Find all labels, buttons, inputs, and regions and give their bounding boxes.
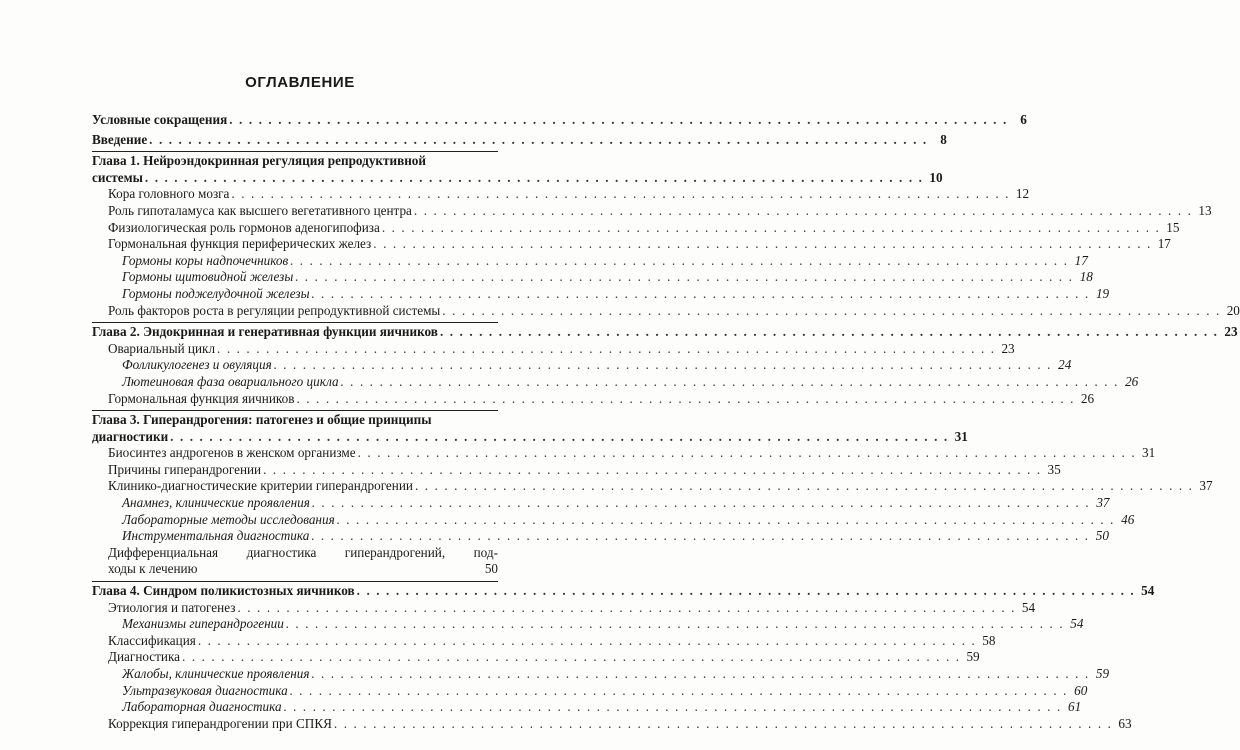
toc-entry-page: 46 [1121, 511, 1135, 527]
toc-entry-page: 26 [1080, 390, 1095, 406]
toc-subentry[interactable]: Инструментальная диагностика . . . . . . . . . . . . . . . . . . . . . . . . . . . . . . . . . . . . . . . . . . . . . . . . . . . . . . . . . . . . . . . . . . . . . . . . . . . . . . . . 50 [122, 528, 1109, 544]
toc-entry-page: 63 [1118, 715, 1132, 731]
toc-entry-title: Овариальный цикл [108, 340, 216, 356]
toc-entry-page: 20 [1226, 302, 1240, 318]
toc-entry[interactable] [92, 545, 498, 578]
toc-entry-page: 50 [1095, 528, 1109, 544]
toc-entry[interactable]: Причины гиперандрогении . . . . . . . . . . . . . . . . . . . . . . . . . . . . . . . . . . . . . . . . . . . . . . . . . . . . . . . . . . . . . . . . . . . . . . . . . . . . . . . . 35 [108, 461, 1061, 477]
toc-entry[interactable]: Гормональная функция яичников . . . . . . . . . . . . . . . . . . . . . . . . . . . . . . . . . . . . . . . . . . . . . . . . . . . . . . . . . . . . . . . . . . . . . . . . . . . . . . . . 26 [108, 390, 1095, 406]
toc-chapter-title-line: Глава 3. Гиперандрогения: патогенез и общие принципы [92, 412, 432, 428]
toc-entry-page: 26 [1125, 373, 1139, 389]
toc-entry-title: Клинико-диагностические критерии гиперандрогении [108, 478, 413, 494]
toc-entry[interactable]: Этиология и патогенез . . . . . . . . . . . . . . . . . . . . . . . . . . . . . . . . . . . . . . . . . . . . . . . . . . . . . . . . . . . . . . . . . . . . . . . . . . . . . . . . 54 [108, 599, 1036, 615]
toc-entry-title: диагностики [92, 428, 169, 444]
toc-entry-title: Фолликулогенез и овуляция [122, 357, 272, 373]
toc-entry-title: Биосинтез андрогенов в женском организме [108, 445, 356, 461]
toc-subentry[interactable]: Гормоны щитовидной железы . . . . . . . . . . . . . . . . . . . . . . . . . . . . . . . . . . . . . . . . . . . . . . . . . . . . . . . . . . . . . . . . . . . . . . . . . . . . . . . . 18 [122, 269, 1093, 285]
toc-entry-title: Глава 2. Эндокринная и генеративная функции яичников [92, 324, 438, 340]
toc-chapter-3[interactable]: Глава 3. Гиперандрогения: патогенез и общие принципы диагностики . . . . . . . . . . . . . . . . . . . . . . . . . . . . . . . . . . . . . . . . . . . . . . . . . . . . . . . . . . . . . . . . . . . . . . . . . . . . . . . . 31 [92, 412, 968, 444]
toc-entry-page: 54 [1070, 616, 1084, 632]
toc-entry-page: 18 [1079, 269, 1093, 285]
toc-entry-page: 12 [1015, 186, 1030, 202]
toc-entry[interactable]: Коррекция гиперандрогении при СПКЯ . . . . . . . . . . . . . . . . . . . . . . . . . . . . . . . . . . . . . . . . . . . . . . . . . . . . . . . . . . . . . . . . . . . . . . . . . . . . . . . . 63 [108, 715, 1132, 731]
toc-entry-title-line: Дифференциальная диагностика гиперандрогений, под- [108, 544, 498, 560]
toc-entry-page: 54 [1021, 599, 1036, 615]
toc-entry[interactable]: Роль гипоталамуса как высшего вегетативного центра . . . . . . . . . . . . . . . . . . . . . . . . . . . . . . . . . . . . . . . . . . . . . . . . . . . . . . . . . . . . . . . . . . . . . . . . . . . . . . . . 13 [108, 202, 1212, 218]
toc-entry-page: 8 [940, 131, 947, 147]
toc-chapter-4[interactable]: Глава 4. Синдром поликистозных яичников . . . . . . . . . . . . . . . . . . . . . . . . . . . . . . . . . . . . . . . . . . . . . . . . . . . . . . . . . . . . . . . . . . . . . . . . . . . . . . . . 54 [92, 583, 1155, 599]
toc-entry-title: Гормональная функция яичников [108, 390, 295, 406]
toc-entry-title: Инструментальная диагностика [122, 528, 310, 544]
toc-entry-title: Гормоны щитовидной железы [122, 269, 294, 285]
toc-entry-title: системы [92, 169, 143, 185]
toc-entry[interactable]: Гормональная функция периферических желез . . . . . . . . . . . . . . . . . . . . . . . . . . . . . . . . . . . . . . . . . . . . . . . . . . . . . . . . . . . . . . . . . . . . . . . . . . . . . . . . 17 [108, 236, 1171, 252]
toc-subentry[interactable]: Лютеиновая фаза овариального цикла . . . . . . . . . . . . . . . . . . . . . . . . . . . . . . . . . . . . . . . . . . . . . . . . . . . . . . . . . . . . . . . . . . . . . . . . . . . . . . . . 26 [122, 373, 1139, 389]
toc-entry-page: 6 [1020, 112, 1027, 127]
toc-entry-page: 23 [1224, 324, 1238, 340]
toc-entry-page: 54 [1141, 583, 1155, 599]
table-of-contents [92, 112, 1240, 732]
toc-entry[interactable]: Биосинтез андрогенов в женском организме . . . . . . . . . . . . . . . . . . . . . . . . . . . . . . . . . . . . . . . . . . . . . . . . . . . . . . . . . . . . . . . . . . . . . . . . . . . . . . . . 31 [108, 445, 1156, 461]
toc-entry-title: Введение [92, 131, 148, 147]
toc-entry-page: 59 [1095, 666, 1110, 681]
toc-subentry[interactable]: Механизмы гиперандрогении . . . . . . . . . . . . . . . . . . . . . . . . . . . . . . . . . . . . . . . . . . . . . . . . . . . . . . . . . . . . . . . . . . . . . . . . . . . . . . . . 54 [122, 616, 1084, 632]
toc-entry-title: Гормоны коры надпочечников [122, 252, 289, 268]
toc-entry-title: Этиология и патогенез [108, 599, 236, 615]
toc-entry-abbreviations[interactable]: Условные сокращения . . . . . . . . . . . . . . . . . . . . . . . . . . . . . . . . . . . . . . . . . . . . . . . . . . . . . . . . . . . . . . . . . . . . . . . . . . . . . . . . 6 [92, 112, 1027, 127]
toc-subentry[interactable]: Лабораторные методы исследования . . . . . . . . . . . . . . . . . . . . . . . . . . . . . . . . . . . . . . . . . . . . . . . . . . . . . . . . . . . . . . . . . . . . . . . . . . . . . . . . 46 [122, 511, 1135, 527]
toc-entry-title: Роль гипоталамуса как высшего вегетативного центра [108, 202, 412, 218]
toc-entry[interactable]: Кора головного мозга . . . . . . . . . . . . . . . . . . . . . . . . . . . . . . . . . . . . . . . . . . . . . . . . . . . . . . . . . . . . . . . . . . . . . . . . . . . . . . . . 12 [108, 186, 1030, 202]
toc-subentry[interactable]: Жалобы, клинические проявления . . . . . . . . . . . . . . . . . . . . . . . . . . . . . . . . . . . . . . . . . . . . . . . . . . . . . . . . . . . . . . . . . . . . . . . . . . . . . . . . 59 [122, 666, 1110, 681]
toc-entry[interactable]: Диагностика . . . . . . . . . . . . . . . . . . . . . . . . . . . . . . . . . . . . . . . . . . . . . . . . . . . . . . . . . . . . . . . . . . . . . . . . . . . . . . . . 59 [108, 649, 980, 665]
toc-entry-title: Ультразвуковая диагностика [122, 682, 288, 698]
toc-chapter-1[interactable]: Глава 1. Нейроэндокринная регуляция репродуктивной системы . . . . . . . . . . . . . . . . . . . . . . . . . . . . . . . . . . . . . . . . . . . . . . . . . . . . . . . . . . . . . . . . . . . . . . . . . . . . . . . . 10 [92, 153, 943, 185]
toc-entry-title: Гормональная функция периферических желез [108, 236, 372, 252]
toc-entry-page: 37 [1096, 495, 1110, 511]
toc-subentry[interactable]: Фолликулогенез и овуляция . . . . . . . . . . . . . . . . . . . . . . . . . . . . . . . . . . . . . . . . . . . . . . . . . . . . . . . . . . . . . . . . . . . . . . . . . . . . . . . . 24 [122, 357, 1072, 373]
toc-entry-page: 58 [982, 632, 996, 648]
toc-entry-title: Диагностика [108, 649, 181, 665]
toc-entry-title: Лабораторная диагностика [122, 699, 282, 715]
toc-entry-page: 17 [1074, 252, 1088, 268]
toc-entry-page: 17 [1157, 236, 1171, 252]
toc-entry[interactable]: Роль факторов роста в регуляции репродуктивной системы . . . . . . . . . . . . . . . . . . . . . . . . . . . . . . . . . . . . . . . . . . . . . . . . . . . . . . . . . . . . . . . . . . . . . . . . . . . . . . . . 20 [108, 302, 1240, 318]
toc-entry-title: Анамнез, клинические проявления [122, 495, 310, 511]
toc-entry-page: 19 [1095, 285, 1110, 301]
toc-entry-title: Причины гиперандрогении [108, 461, 262, 477]
toc-entry-page: 31 [1142, 445, 1156, 461]
toc-entry[interactable]: Клинико-диагностические критерии гиперандрогении . . . . . . . . . . . . . . . . . . . . . . . . . . . . . . . . . . . . . . . . . . . . . . . . . . . . . . . . . . . . . . . . . . . . . . . . . . . . . . . . 37 [108, 478, 1213, 494]
toc-subentry[interactable]: Анамнез, клинические проявления . . . . . . . . . . . . . . . . . . . . . . . . . . . . . . . . . . . . . . . . . . . . . . . . . . . . . . . . . . . . . . . . . . . . . . . . . . . . . . . . 37 [122, 495, 1110, 511]
toc-entry-page: 10 [929, 169, 943, 185]
toc-entry-title: Условные сокращения [92, 112, 228, 127]
toc-chapter-2[interactable]: Глава 2. Эндокринная и генеративная функции яичников . . . . . . . . . . . . . . . . . . . . . . . . . . . . . . . . . . . . . . . . . . . . . . . . . . . . . . . . . . . . . . . . . . . . . . . . . . . . . . . . 23 [92, 324, 1238, 340]
toc-entry-page: 24 [1058, 357, 1072, 373]
toc-entry-title: Механизмы гиперандрогении [122, 616, 284, 632]
toc-entry-page: 31 [954, 428, 968, 444]
toc-entry-title: Лютеиновая фаза овариального цикла [122, 373, 339, 389]
toc-entry-title: Классификация [108, 632, 196, 648]
toc-chapter-title-line: Глава 1. Нейроэндокринная регуляция репродуктивной [92, 153, 426, 169]
toc-entry-page: 13 [1198, 202, 1212, 218]
toc-entry[interactable]: Классификация . . . . . . . . . . . . . . . . . . . . . . . . . . . . . . . . . . . . . . . . . . . . . . . . . . . . . . . . . . . . . . . . . . . . . . . . . . . . . . . . 58 [108, 632, 996, 648]
toc-entry-title: Жалобы, клинические проявления [122, 666, 310, 681]
toc-entry-page: 60 [1074, 682, 1088, 698]
toc-entry-page: 15 [1166, 219, 1180, 235]
toc-entry-page: 35 [1047, 461, 1061, 477]
toc-entry-title: Глава 4. Синдром поликистозных яичников [92, 583, 355, 599]
toc-entry-page: 23 [1001, 340, 1015, 356]
toc-entry-page: 37 [1199, 478, 1213, 494]
toc-entry[interactable]: Овариальный цикл . . . . . . . . . . . . . . . . . . . . . . . . . . . . . . . . . . . . . . . . . . . . . . . . . . . . . . . . . . . . . . . . . . . . . . . . . . . . . . . . 23 [108, 340, 1015, 356]
toc-entry-title: Коррекция гиперандрогении при СПКЯ [108, 715, 332, 731]
toc-entry-title: ходы к лечению [108, 561, 198, 577]
toc-entry-title: Роль факторов роста в регуляции репродуктивной системы [108, 302, 441, 318]
toc-entry-page: 61 [1068, 699, 1082, 715]
toc-entry-title: Кора головного мозга [108, 186, 230, 202]
toc-subentry[interactable]: Лабораторная диагностика . . . . . . . . . . . . . . . . . . . . . . . . . . . . . . . . . . . . . . . . . . . . . . . . . . . . . . . . . . . . . . . . . . . . . . . . . . . . . . . . 61 [122, 699, 1082, 715]
toc-entry-page: 59 [966, 649, 980, 665]
toc-entry-title: Лабораторные методы исследования [122, 511, 335, 527]
toc-entry-title: Физиологическая роль гормонов аденогипофиза [108, 219, 380, 235]
toc-entry-page: 50 [484, 561, 498, 577]
toc-subentry[interactable]: Гормоны поджелудочной железы . . . . . . . . . . . . . . . . . . . . . . . . . . . . . . . . . . . . . . . . . . . . . . . . . . . . . . . . . . . . . . . . . . . . . . . . . . . . . . . . 19 [122, 285, 1110, 301]
toc-subentry[interactable]: Ультразвуковая диагностика . . . . . . . . . . . . . . . . . . . . . . . . . . . . . . . . . . . . . . . . . . . . . . . . . . . . . . . . . . . . . . . . . . . . . . . . . . . . . . . . 60 [122, 682, 1088, 698]
page-title: ОГЛАВЛЕНИЕ [245, 74, 355, 91]
toc-entry-introduction[interactable]: Введение . . . . . . . . . . . . . . . . . . . . . . . . . . . . . . . . . . . . . . . . . . . . . . . . . . . . . . . . . . . . . . . . . . . . . . . . . . . . . . . . 8 [92, 131, 947, 147]
toc-entry-title: Гормоны поджелудочной железы [122, 285, 310, 301]
toc-entry[interactable]: Физиологическая роль гормонов аденогипофиза . . . . . . . . . . . . . . . . . . . . . . . . . . . . . . . . . . . . . . . . . . . . . . . . . . . . . . . . . . . . . . . . . . . . . . . . . . . . . . . . 15 [108, 219, 1180, 235]
toc-subentry[interactable]: Гормоны коры надпочечников . . . . . . . . . . . . . . . . . . . . . . . . . . . . . . . . . . . . . . . . . . . . . . . . . . . . . . . . . . . . . . . . . . . . . . . . . . . . . . . . 17 [122, 252, 1088, 268]
